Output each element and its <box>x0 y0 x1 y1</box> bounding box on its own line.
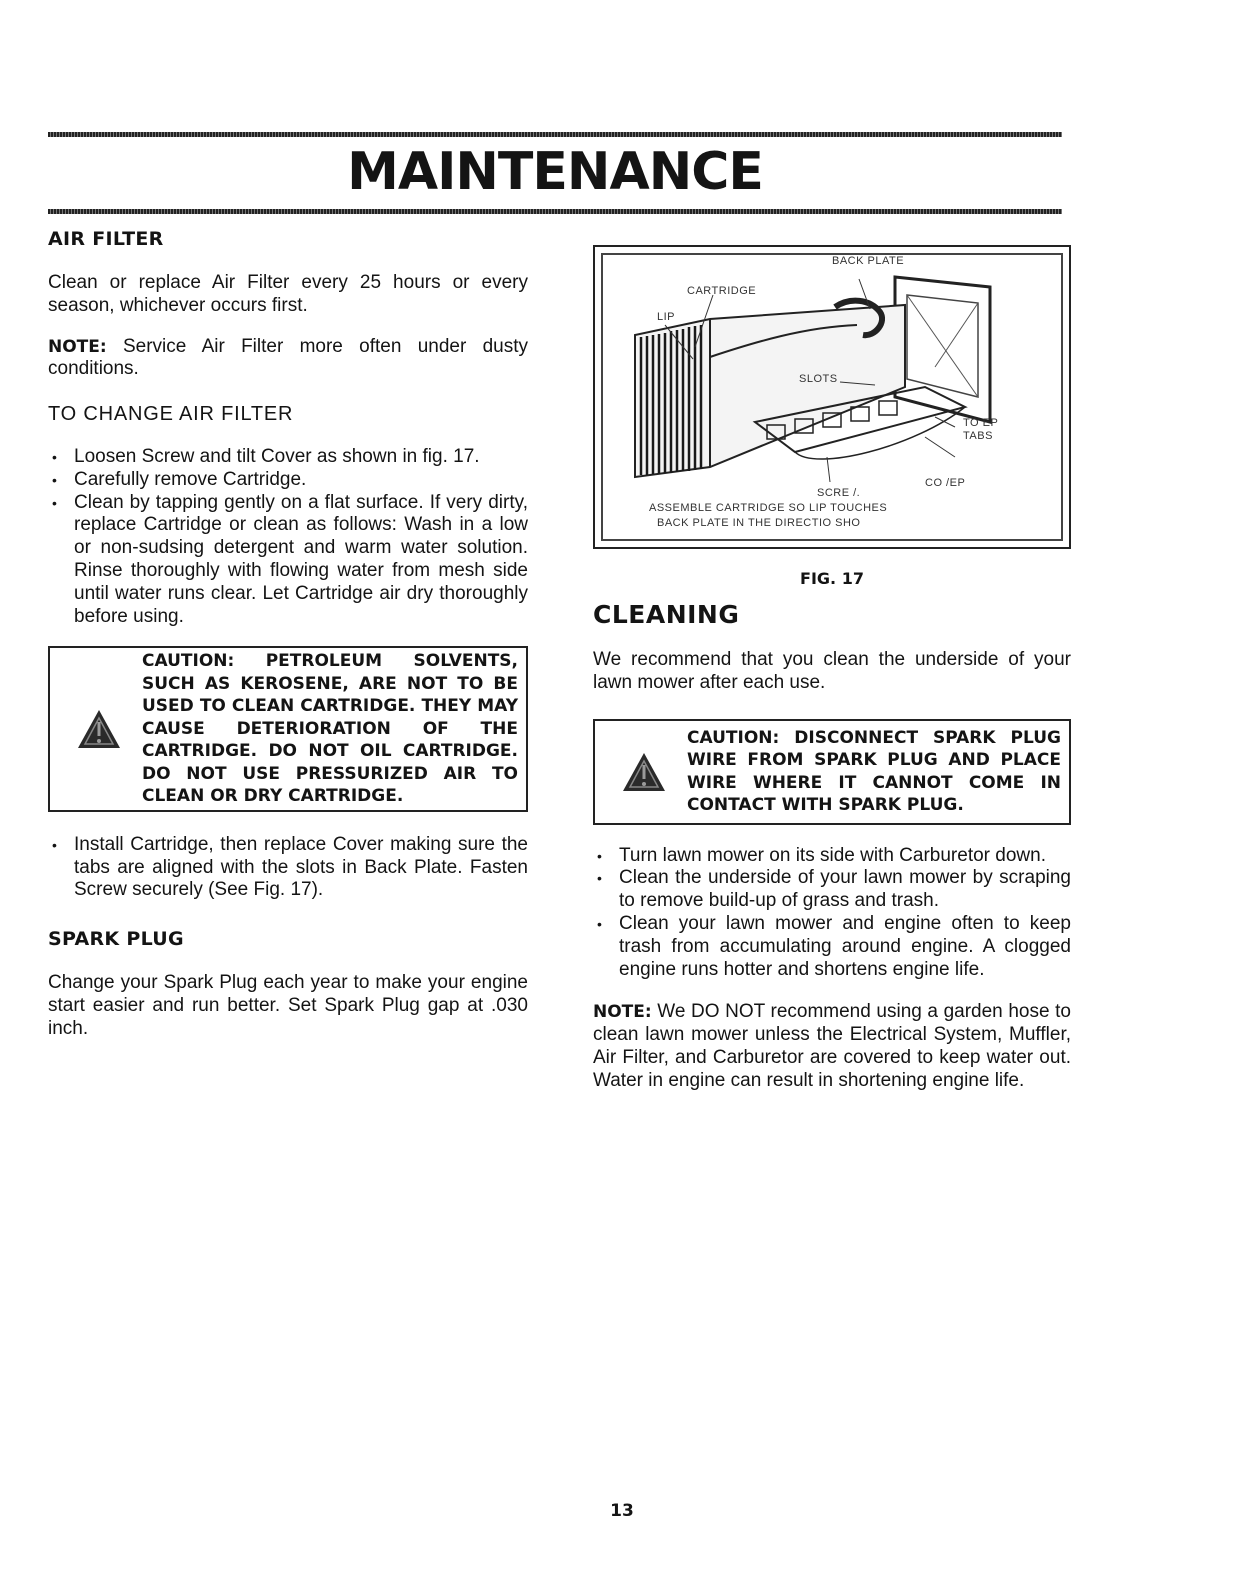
figure-17 <box>593 245 1071 549</box>
lip-label: LIP <box>657 311 676 323</box>
top-rule <box>48 132 1062 137</box>
list-item: • Clean the underside of your lawn mower by scraping to remove build-up of grass and trash. <box>593 867 1071 913</box>
spark-plug-heading: SPARK PLUG <box>48 928 184 951</box>
list-item: • Carefully remove Cartridge. <box>48 469 528 492</box>
title-underline-rule <box>48 209 1062 214</box>
figure-instruction-line-2: BACK PLATE IN THE DIRECTIO SHO <box>657 517 861 529</box>
cleaning-note <box>593 1001 1071 1092</box>
petroleum-caution-box <box>48 646 528 812</box>
petroleum-caution-text: CAUTION: PETROLEUM SOLVENTS, SUCH AS KEROSENE, ARE NOT TO BE USED TO CLEAN CARTRIDGE. THEY MAY CAUSE DETERIORATION OF THE CARTRIDGE. DO NOT OIL CARTRIDGE. DO NOT USE PRESSURIZED AIR TO CLEAN OR DRY CARTRIDGE. <box>142 651 518 807</box>
spark-plug-caution-box <box>593 719 1071 825</box>
page-title: MAINTENANCE <box>347 142 763 202</box>
air-filter-heading: AIR FILTER <box>48 228 164 250</box>
back-plate-label: BACK PLATE <box>832 255 905 267</box>
list-item: • Clean by tapping gently on a flat surface. If very dirty, replace Cartridge or clean as follows: Wash in a low or non-sudsing detergent and warm water solution. Rinse thoroughly with flowing water from mesh side until water runs clear. Let Cartridge air dry thoroughly before using. <box>48 492 528 629</box>
list-item: • Loosen Screw and tilt Cover as shown in fig. 17. <box>48 446 528 469</box>
to-change-air-filter-subheading: TO CHANGE AIR FILTER <box>48 403 294 426</box>
list-item: • Install Cartridge, then replace Cover making sure the tabs are aligned with the slots in Back Plate. Fasten Screw securely (See Fig. 17). <box>48 834 528 902</box>
install-step-list <box>48 834 528 902</box>
note-text: We DO NOT recommend using a garden hose to clean lawn mower unless the Electrical System, Muffler, Air Filter, and Carburetor are covered to keep water out. Water in engine can result in shortening engine life. <box>593 1001 1071 1091</box>
list-item: • Clean your lawn mower and engine often to keep trash from accumulating around engine. A clogged engine runs hotter and shortens engine life. <box>593 913 1071 981</box>
air-filter-note <box>48 336 528 382</box>
note-label: NOTE: <box>48 336 107 357</box>
list-item: • Turn lawn mower on its side with Carburetor down. <box>593 845 1071 868</box>
figure-caption: FIG. 17 <box>800 569 864 588</box>
note-text: Service Air Filter more often under dusty conditions. <box>48 335 528 380</box>
cartridge-label: CARTRIDGE <box>687 285 757 297</box>
spark-plug-text: Change your Spark Plug each year to make your engine start easier and run better. Set Spark Plug gap at .030 inch. <box>48 972 528 1039</box>
cleaning-steps <box>593 845 1071 982</box>
left-column <box>48 228 528 1041</box>
warning-triangle-icon <box>601 751 687 793</box>
cleaning-intro: We recommend that you clean the underside of your lawn mower after each use. <box>593 649 1071 693</box>
note-label: NOTE: <box>593 1002 652 1023</box>
air-filter-intro: Clean or replace Air Filter every 25 hours or every season, whichever occurs first. <box>48 272 528 316</box>
slots-label: SLOTS <box>799 373 838 385</box>
screw-label: SCRE /. <box>817 487 861 499</box>
right-column <box>593 245 1071 1093</box>
spark-plug-caution-text: CAUTION: DISCONNECT SPARK PLUG WIRE FROM SPARK PLUG AND PLACE WIRE WHERE IT CANNOT COME IN CONTACT WITH SPARK PLUG. <box>687 727 1061 816</box>
cleaning-heading: CLEANING <box>593 600 740 629</box>
tabs-label: TO EP TABS <box>963 417 999 442</box>
figure-instruction-line-1: ASSEMBLE CARTRIDGE SO LIP TOUCHES <box>649 502 888 514</box>
cover-label: CO /EP <box>925 477 966 489</box>
warning-triangle-icon <box>56 708 142 750</box>
page-number: 13 <box>610 1501 634 1521</box>
air-filter-steps <box>48 446 528 628</box>
